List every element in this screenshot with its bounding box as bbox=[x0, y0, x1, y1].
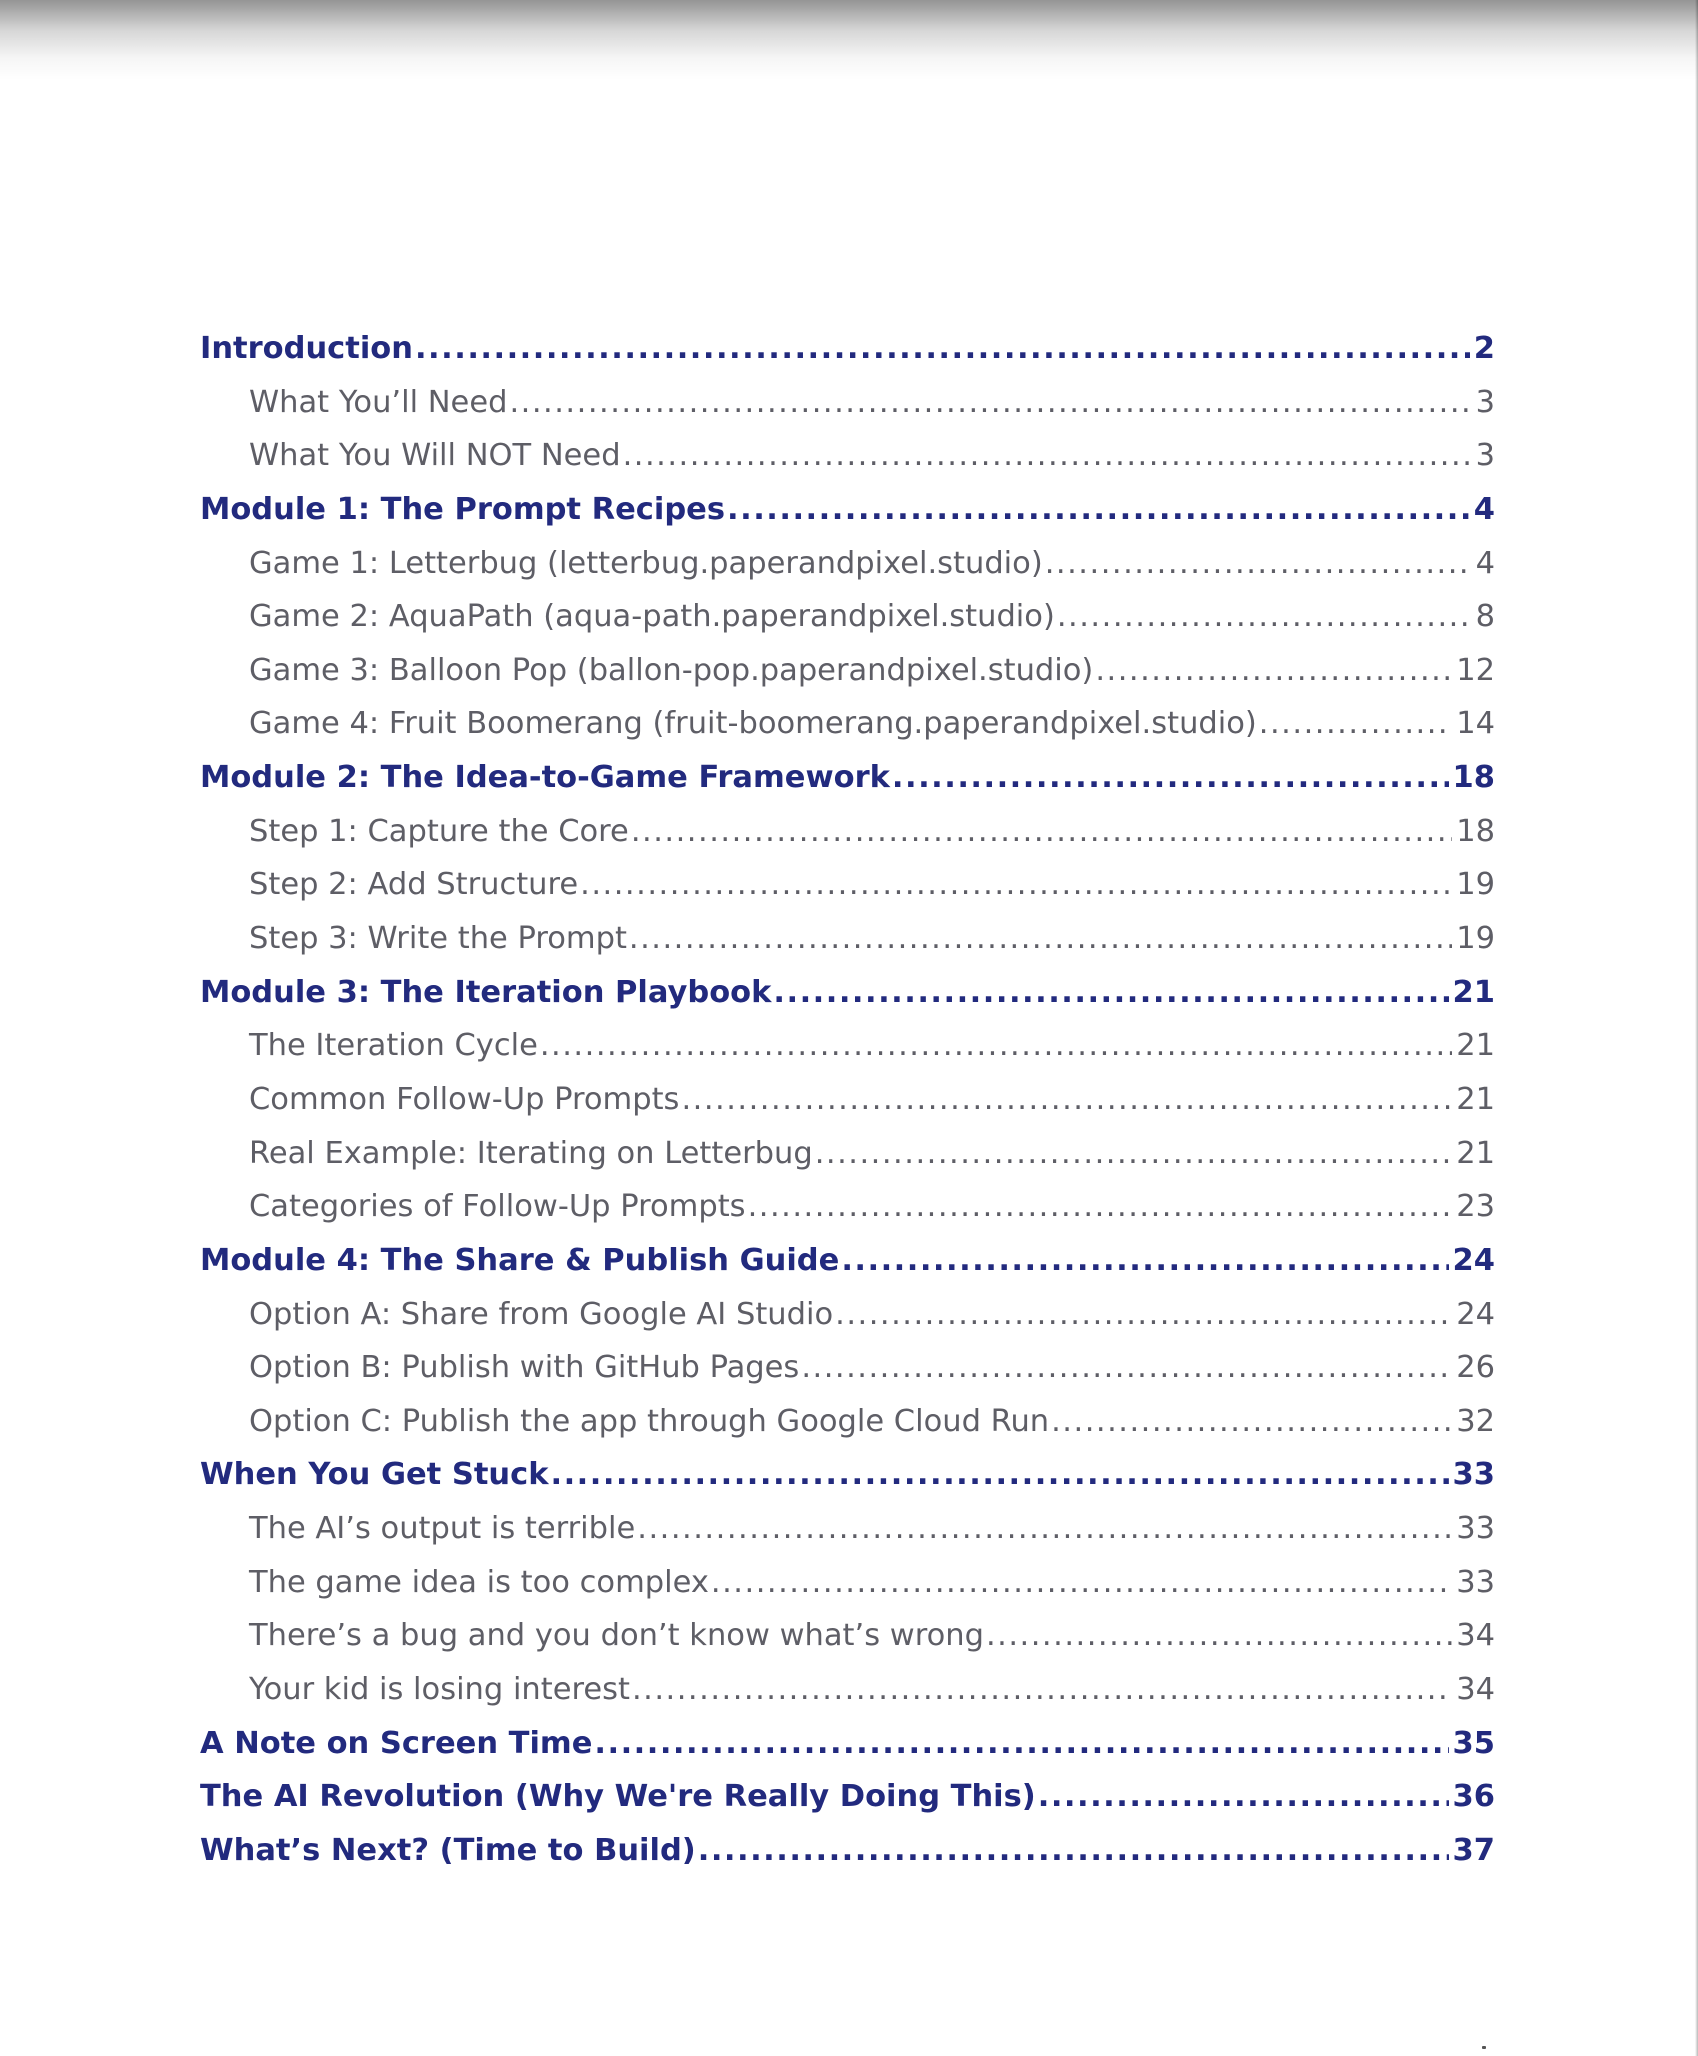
toc-subsection-entry[interactable] bbox=[200, 644, 1495, 698]
toc-page-number: 8 bbox=[1475, 599, 1495, 635]
toc-dot-leader bbox=[698, 1824, 1449, 1878]
toc-subsection-entry[interactable] bbox=[200, 1288, 1495, 1342]
toc-dot-leader bbox=[892, 751, 1449, 805]
toc-entry-title: There’s a bug and you don’t know what’s wrong bbox=[249, 1618, 984, 1654]
toc-page-number: 14 bbox=[1456, 706, 1495, 742]
toc-page-number: 34 bbox=[1456, 1672, 1495, 1708]
toc-subsection-entry[interactable] bbox=[200, 697, 1495, 751]
toc-page-number: 37 bbox=[1452, 1832, 1495, 1868]
toc-entry-title: Option A: Share from Google AI Studio bbox=[249, 1296, 834, 1332]
toc-subsection-entry[interactable] bbox=[200, 537, 1495, 591]
toc-page-number: 35 bbox=[1452, 1725, 1495, 1761]
toc-section-entry[interactable] bbox=[200, 1824, 1495, 1878]
toc-page-number: 21 bbox=[1456, 1135, 1495, 1171]
toc-section-entry[interactable] bbox=[200, 966, 1495, 1020]
toc-section-entry[interactable] bbox=[200, 1448, 1495, 1502]
toc-page-number: 12 bbox=[1456, 652, 1495, 688]
toc-dot-leader bbox=[1045, 537, 1472, 591]
toc-section-entry[interactable] bbox=[200, 1234, 1495, 1288]
toc-subsection-entry[interactable] bbox=[200, 1502, 1495, 1556]
viewer-top-shadow bbox=[0, 0, 1698, 80]
table-of-contents bbox=[200, 322, 1495, 1878]
toc-page-number: 23 bbox=[1456, 1189, 1495, 1225]
toc-dot-leader bbox=[835, 1288, 1452, 1342]
page-corner-mark bbox=[1482, 2046, 1486, 2049]
toc-page-number: 34 bbox=[1456, 1618, 1495, 1654]
toc-entry-title: What’s Next? (Time to Build) bbox=[200, 1832, 696, 1868]
toc-dot-leader bbox=[773, 966, 1448, 1020]
toc-subsection-entry[interactable] bbox=[200, 912, 1495, 966]
toc-entry-title: Module 2: The Idea-to-Game Framework bbox=[200, 760, 890, 796]
toc-entry-title: What You Will NOT Need bbox=[249, 438, 621, 474]
toc-subsection-entry[interactable] bbox=[200, 805, 1495, 859]
toc-dot-leader bbox=[711, 1556, 1452, 1610]
toc-dot-leader bbox=[594, 1717, 1448, 1771]
toc-subsection-entry[interactable] bbox=[200, 1073, 1495, 1127]
toc-dot-leader bbox=[815, 1127, 1453, 1181]
toc-entry-title: A Note on Screen Time bbox=[200, 1725, 593, 1761]
toc-page-number: 21 bbox=[1456, 1028, 1495, 1064]
toc-entry-title: Real Example: Iterating on Letterbug bbox=[249, 1135, 813, 1171]
toc-page-number: 33 bbox=[1452, 1457, 1495, 1493]
toc-dot-leader bbox=[801, 1341, 1452, 1395]
toc-entry-title: Categories of Follow-Up Prompts bbox=[249, 1189, 746, 1225]
toc-page-number: 18 bbox=[1452, 760, 1495, 796]
toc-dot-leader bbox=[727, 483, 1470, 537]
toc-entry-title: Option C: Publish the app through Google Cloud Run bbox=[249, 1403, 1050, 1439]
toc-dot-leader bbox=[631, 805, 1452, 859]
toc-page-number: 19 bbox=[1456, 867, 1495, 903]
toc-dot-leader bbox=[986, 1609, 1452, 1663]
toc-subsection-entry[interactable] bbox=[200, 590, 1495, 644]
toc-entry-title: What You’ll Need bbox=[249, 384, 508, 420]
toc-page-number: 18 bbox=[1456, 813, 1495, 849]
toc-section-entry[interactable] bbox=[200, 322, 1495, 376]
toc-page-number: 24 bbox=[1456, 1296, 1495, 1332]
toc-entry-title: Common Follow-Up Prompts bbox=[249, 1081, 680, 1117]
toc-subsection-entry[interactable] bbox=[200, 1556, 1495, 1610]
toc-dot-leader bbox=[629, 912, 1452, 966]
toc-dot-leader bbox=[841, 1234, 1448, 1288]
toc-page-number: 2 bbox=[1473, 331, 1495, 366]
toc-page-number: 32 bbox=[1456, 1403, 1495, 1439]
toc-entry-title: Introduction bbox=[200, 331, 413, 366]
toc-subsection-entry[interactable] bbox=[200, 1609, 1495, 1663]
toc-subsection-entry[interactable] bbox=[200, 858, 1495, 912]
toc-section-entry[interactable] bbox=[200, 1717, 1495, 1771]
toc-entry-title: The Iteration Cycle bbox=[249, 1028, 538, 1064]
toc-entry-title: Game 3: Balloon Pop (ballon-pop.paperandpixel.studio) bbox=[249, 652, 1094, 688]
toc-entry-title: Module 1: The Prompt Recipes bbox=[200, 491, 726, 527]
toc-page-number: 26 bbox=[1456, 1350, 1495, 1386]
toc-dot-leader bbox=[632, 1663, 1452, 1717]
toc-dot-leader bbox=[1057, 590, 1472, 644]
toc-section-entry[interactable] bbox=[200, 1770, 1495, 1824]
toc-page-number: 19 bbox=[1456, 921, 1495, 957]
toc-subsection-entry[interactable] bbox=[200, 1395, 1495, 1449]
toc-entry-title: The AI’s output is terrible bbox=[249, 1511, 636, 1547]
toc-page-number: 4 bbox=[1473, 491, 1495, 527]
toc-entry-title: Option B: Publish with GitHub Pages bbox=[249, 1350, 800, 1386]
toc-subsection-entry[interactable] bbox=[200, 1180, 1495, 1234]
toc-dot-leader bbox=[415, 322, 1470, 376]
toc-page-number: 36 bbox=[1452, 1779, 1495, 1815]
toc-dot-leader bbox=[681, 1073, 1452, 1127]
toc-dot-leader bbox=[1095, 644, 1452, 698]
toc-subsection-entry[interactable] bbox=[200, 1341, 1495, 1395]
toc-entry-title: When You Get Stuck bbox=[200, 1457, 549, 1493]
toc-dot-leader bbox=[551, 1448, 1449, 1502]
toc-section-entry[interactable] bbox=[200, 483, 1495, 537]
toc-subsection-entry[interactable] bbox=[200, 1127, 1495, 1181]
toc-entry-title: Step 1: Capture the Core bbox=[249, 813, 629, 849]
toc-entry-title: Your kid is losing interest bbox=[249, 1672, 630, 1708]
toc-section-entry[interactable] bbox=[200, 751, 1495, 805]
toc-dot-leader bbox=[1259, 697, 1452, 751]
toc-dot-leader bbox=[580, 858, 1452, 912]
toc-entry-title: Game 4: Fruit Boomerang (fruit-boomerang.paperandpixel.studio) bbox=[249, 706, 1257, 742]
toc-dot-leader bbox=[623, 429, 1472, 483]
toc-dot-leader bbox=[540, 1019, 1452, 1073]
toc-subsection-entry[interactable] bbox=[200, 429, 1495, 483]
toc-dot-leader bbox=[509, 376, 1471, 430]
toc-entry-title: Step 2: Add Structure bbox=[249, 867, 579, 903]
toc-dot-leader bbox=[637, 1502, 1452, 1556]
toc-dot-leader bbox=[1038, 1770, 1449, 1824]
toc-entry-title: Game 2: AquaPath (aqua-path.paperandpixel.studio) bbox=[249, 599, 1055, 635]
toc-page-number: 3 bbox=[1475, 384, 1495, 420]
toc-subsection-entry[interactable] bbox=[200, 1663, 1495, 1717]
toc-page-number: 21 bbox=[1456, 1081, 1495, 1117]
toc-entry-title: The game idea is too complex bbox=[249, 1564, 709, 1600]
toc-page-number: 4 bbox=[1475, 545, 1495, 581]
toc-page-number: 24 bbox=[1452, 1242, 1495, 1278]
toc-entry-title: Module 3: The Iteration Playbook bbox=[200, 974, 772, 1010]
toc-page-number: 33 bbox=[1456, 1564, 1495, 1600]
toc-entry-title: Module 4: The Share & Publish Guide bbox=[200, 1242, 840, 1278]
toc-subsection-entry[interactable] bbox=[200, 376, 1495, 430]
toc-entry-title: The AI Revolution (Why We're Really Doing This) bbox=[200, 1779, 1036, 1815]
toc-entry-title: Step 3: Write the Prompt bbox=[249, 921, 627, 957]
toc-dot-leader bbox=[748, 1180, 1453, 1234]
toc-page-number: 3 bbox=[1475, 438, 1495, 474]
toc-dot-leader bbox=[1051, 1395, 1452, 1449]
toc-entry-title: Game 1: Letterbug (letterbug.paperandpixel.studio) bbox=[249, 545, 1043, 581]
toc-page-number: 21 bbox=[1452, 974, 1495, 1010]
toc-subsection-entry[interactable] bbox=[200, 1019, 1495, 1073]
toc-page-number: 33 bbox=[1456, 1511, 1495, 1547]
